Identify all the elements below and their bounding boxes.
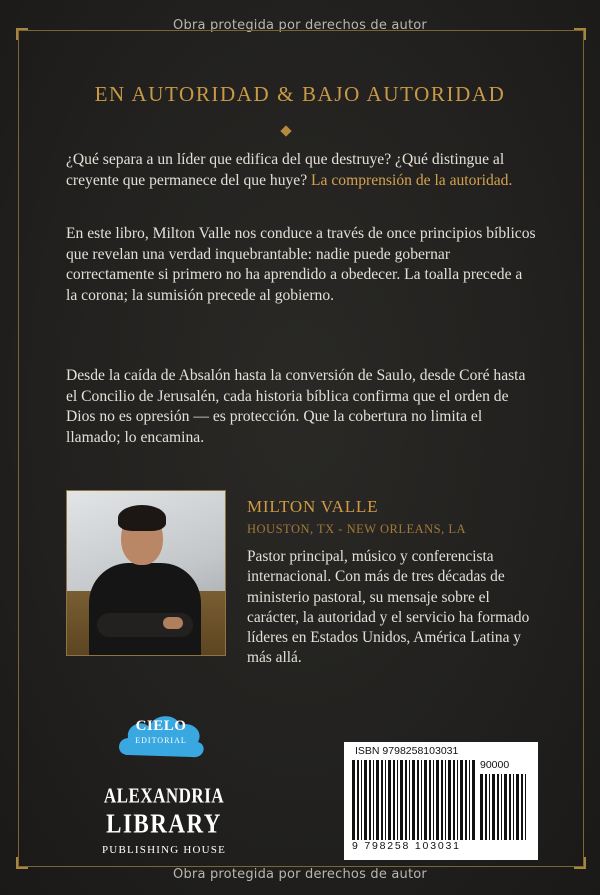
barcode-bar (433, 760, 434, 840)
frame-corner-ornament (16, 28, 28, 40)
isbn-label: ISBN 9798258103031 (355, 745, 459, 757)
barcode-bar (460, 760, 463, 840)
library-logo-text: LIBRARY (106, 808, 222, 839)
barcode-bar (469, 760, 470, 840)
barcode-bar (448, 760, 451, 840)
intro-answer: La comprensión de la autoridad. (311, 171, 513, 189)
barcode-bar (513, 774, 514, 840)
alexandria-library-logo (84, 776, 244, 866)
barcode-bar (516, 774, 519, 840)
barcode-bar (457, 760, 458, 840)
barcode-bar (369, 760, 371, 840)
barcode-bar (357, 760, 359, 840)
barcode-bar (388, 760, 391, 840)
barcode-bar (501, 774, 502, 840)
barcode-bar (393, 760, 395, 840)
intro-question: ¿Qué separa a un líder que edifica del que destruye? ¿Qué distingue al creyente que permanece del que huye? (66, 151, 505, 189)
barcode-bar (421, 760, 422, 840)
barcode-addon-bars (480, 774, 530, 840)
barcode-bar (525, 774, 526, 840)
barcode-bar (465, 760, 467, 840)
book-title: EN AUTORIDAD & BAJO AUTORIDAD (94, 82, 506, 106)
barcode-bar (364, 760, 367, 840)
author-photo (66, 490, 226, 656)
author-bio: Pastor principal, músico y conferencista internacional. Con más de tres décadas de ministerio pastoral, su mensaje sobre el carácter, la autoridad y el servicio ha formado líderes en Estados Unidos, América Latina y más allá. (247, 548, 530, 667)
barcode-bar (497, 774, 499, 840)
barcode-bar (441, 760, 443, 840)
barcode-bars (352, 760, 478, 840)
barcode-bar (405, 760, 407, 840)
barcode-bar (417, 760, 419, 840)
barcode-bar (436, 760, 439, 840)
barcode-bar (385, 760, 386, 840)
copyright-watermark-top: Obra protegida por derechos de autor (173, 18, 427, 33)
barcode-bar (397, 760, 398, 840)
barcode-bar (424, 760, 427, 840)
publishing-house-text: PUBLISHING HOUSE (101, 844, 226, 856)
barcode-bar (485, 774, 487, 840)
barcode-bar (429, 760, 431, 840)
barcode-bar (400, 760, 403, 840)
alexandria-logo-text: ALEXANDRIA (103, 783, 225, 808)
barcode-bar (412, 760, 415, 840)
barcode-bar (361, 760, 362, 840)
copyright-watermark-bottom: Obra protegida por derechos de autor (173, 867, 427, 882)
author-location: HOUSTON, TX - NEW ORLEANS, LA (247, 522, 467, 536)
barcode-digits: 9 798258 103031 (352, 840, 461, 852)
barcode-bar (521, 774, 523, 840)
barcode-bar (445, 760, 446, 840)
barcode-bar (352, 760, 355, 840)
stories-paragraph: Desde la caída de Absalón hasta la conversión de Saulo, desde Coré hasta el Concilio de Jerusalén, cada historia bíblica confirma que el orden de Dios no es opresión — es protección. Que la cobertura no limita el llamado; lo encamina. (66, 367, 526, 446)
barcode-bar (489, 774, 490, 840)
intro-paragraph (66, 150, 536, 191)
barcode-bar (373, 760, 374, 840)
isbn-barcode (344, 742, 538, 860)
barcode-bar (376, 760, 379, 840)
barcode-bar (409, 760, 410, 840)
barcode-bar (472, 760, 475, 840)
cielo-editorial-logo (114, 705, 208, 765)
barcode-bar (453, 760, 455, 840)
cloud-icon (114, 705, 208, 765)
barcode-bar (381, 760, 383, 840)
barcode-bar (504, 774, 507, 840)
price-code: 90000 (480, 759, 510, 771)
frame-corner-ornament (574, 28, 586, 40)
barcode-bar (509, 774, 511, 840)
barcode-bar (492, 774, 495, 840)
description-paragraph: En este libro, Milton Valle nos conduce a través de once principios bíblicos que revelan una verdad inquebrantable: nadie puede gobernar correctamente si primero no ha aprendido a obedecer. La toalla precede a la corona; la sumisión precede al gobierno. (66, 225, 536, 304)
author-name: MILTON VALLE (247, 497, 379, 516)
cielo-logo-text: CIELO (135, 718, 187, 734)
barcode-bar (480, 774, 483, 840)
cielo-logo-subtext: EDITORIAL (135, 736, 187, 745)
